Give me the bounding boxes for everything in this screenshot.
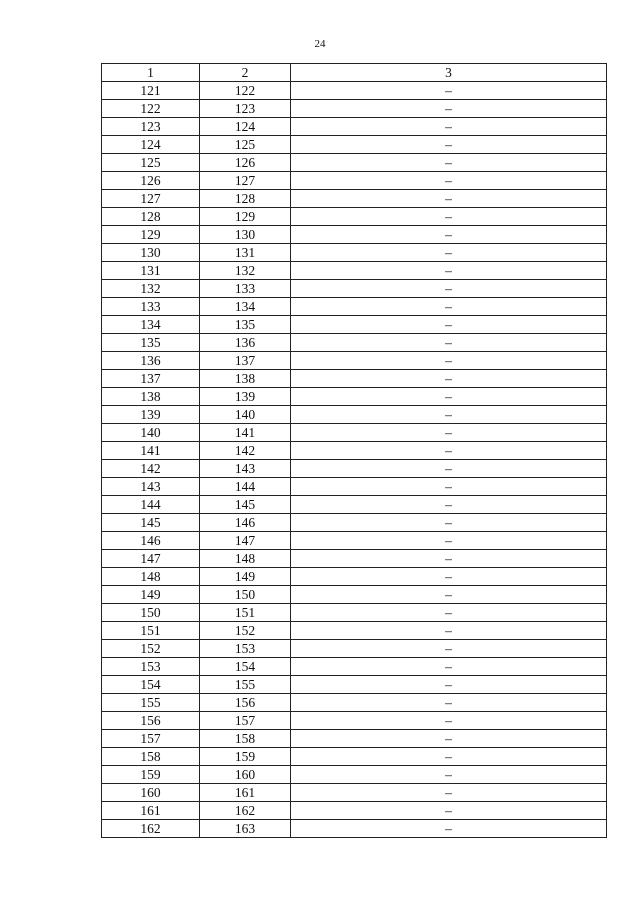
table-cell-col-2: 149 — [200, 568, 291, 586]
table-cell-col-1: 146 — [102, 532, 200, 550]
table-cell-col-2: 128 — [200, 190, 291, 208]
table-cell-col-2: 130 — [200, 226, 291, 244]
table-cell-col-1: 123 — [102, 118, 200, 136]
table-cell-col-3: – — [291, 334, 607, 352]
table-cell-col-2: 144 — [200, 478, 291, 496]
table-cell-col-1: 135 — [102, 334, 200, 352]
table-cell-col-2: 125 — [200, 136, 291, 154]
table-cell-col-1: 162 — [102, 820, 200, 838]
table-row — [102, 820, 607, 838]
table-cell-col-3: – — [291, 244, 607, 262]
table-cell-col-1: 153 — [102, 658, 200, 676]
table-cell-col-2: 148 — [200, 550, 291, 568]
table-cell-col-2: 127 — [200, 172, 291, 190]
table-cell-col-1: 127 — [102, 190, 200, 208]
table-row — [102, 298, 607, 316]
table-cell-col-3: – — [291, 820, 607, 838]
table-row — [102, 640, 607, 658]
table-cell-col-2: 142 — [200, 442, 291, 460]
table-cell-col-2: 153 — [200, 640, 291, 658]
table-body — [102, 82, 607, 838]
table-cell-col-2: 150 — [200, 586, 291, 604]
table-cell-col-2: 154 — [200, 658, 291, 676]
table-cell-col-1: 141 — [102, 442, 200, 460]
table-cell-col-3: – — [291, 568, 607, 586]
table-cell-col-3: – — [291, 496, 607, 514]
table-cell-col-3: – — [291, 766, 607, 784]
table-cell-col-3: – — [291, 478, 607, 496]
table-cell-col-3: – — [291, 352, 607, 370]
table-row — [102, 478, 607, 496]
table-cell-col-2: 145 — [200, 496, 291, 514]
table-cell-col-3: – — [291, 658, 607, 676]
table-cell-col-3: – — [291, 694, 607, 712]
table-cell-col-2: 160 — [200, 766, 291, 784]
table-cell-col-1: 124 — [102, 136, 200, 154]
table-row — [102, 136, 607, 154]
table-row — [102, 370, 607, 388]
column-header-2: 2 — [200, 64, 291, 82]
table-cell-col-2: 139 — [200, 388, 291, 406]
table-cell-col-1: 161 — [102, 802, 200, 820]
table-cell-col-1: 151 — [102, 622, 200, 640]
table-row — [102, 748, 607, 766]
table-cell-col-1: 145 — [102, 514, 200, 532]
table-cell-col-3: – — [291, 100, 607, 118]
table-cell-col-3: – — [291, 748, 607, 766]
table-cell-col-3: – — [291, 730, 607, 748]
table-row — [102, 550, 607, 568]
table-cell-col-2: 138 — [200, 370, 291, 388]
table-cell-col-3: – — [291, 424, 607, 442]
table-cell-col-3: – — [291, 622, 607, 640]
table-cell-col-2: 134 — [200, 298, 291, 316]
table-cell-col-2: 161 — [200, 784, 291, 802]
table-cell-col-3: – — [291, 514, 607, 532]
table-row — [102, 496, 607, 514]
table-cell-col-1: 150 — [102, 604, 200, 622]
table-row — [102, 118, 607, 136]
table-cell-col-1: 121 — [102, 82, 200, 100]
table-cell-col-3: – — [291, 226, 607, 244]
table-cell-col-1: 130 — [102, 244, 200, 262]
column-header-3: 3 — [291, 64, 607, 82]
table-row — [102, 280, 607, 298]
table-cell-col-3: – — [291, 316, 607, 334]
table-row — [102, 460, 607, 478]
table-row — [102, 244, 607, 262]
table-row — [102, 694, 607, 712]
table-row — [102, 658, 607, 676]
table-row — [102, 316, 607, 334]
table-row — [102, 154, 607, 172]
table-cell-col-2: 151 — [200, 604, 291, 622]
table-row — [102, 262, 607, 280]
table-cell-col-2: 132 — [200, 262, 291, 280]
table-cell-col-3: – — [291, 460, 607, 478]
table-cell-col-3: – — [291, 262, 607, 280]
table-row — [102, 334, 607, 352]
table-cell-col-1: 157 — [102, 730, 200, 748]
column-header-1: 1 — [102, 64, 200, 82]
table-row — [102, 172, 607, 190]
table-cell-col-1: 160 — [102, 784, 200, 802]
table-cell-col-3: – — [291, 550, 607, 568]
table-cell-col-3: – — [291, 532, 607, 550]
table-cell-col-1: 132 — [102, 280, 200, 298]
table-cell-col-2: 162 — [200, 802, 291, 820]
header-row — [102, 64, 607, 82]
table-cell-col-2: 159 — [200, 748, 291, 766]
table-cell-col-3: – — [291, 82, 607, 100]
table-cell-col-2: 122 — [200, 82, 291, 100]
table-cell-col-1: 131 — [102, 262, 200, 280]
table-cell-col-1: 126 — [102, 172, 200, 190]
table-cell-col-3: – — [291, 154, 607, 172]
table-cell-col-3: – — [291, 712, 607, 730]
table-cell-col-1: 128 — [102, 208, 200, 226]
table-cell-col-3: – — [291, 640, 607, 658]
table-cell-col-1: 140 — [102, 424, 200, 442]
table-cell-col-2: 126 — [200, 154, 291, 172]
table-cell-col-1: 122 — [102, 100, 200, 118]
table-row — [102, 586, 607, 604]
table-cell-col-2: 131 — [200, 244, 291, 262]
table-cell-col-3: – — [291, 784, 607, 802]
table-cell-col-1: 159 — [102, 766, 200, 784]
table-cell-col-1: 134 — [102, 316, 200, 334]
table-cell-col-2: 152 — [200, 622, 291, 640]
table-cell-col-1: 137 — [102, 370, 200, 388]
table-cell-col-2: 146 — [200, 514, 291, 532]
table-cell-col-2: 156 — [200, 694, 291, 712]
table-cell-col-3: – — [291, 118, 607, 136]
table-row — [102, 100, 607, 118]
table-cell-col-2: 133 — [200, 280, 291, 298]
table-cell-col-1: 133 — [102, 298, 200, 316]
table-row — [102, 730, 607, 748]
table-cell-col-1: 152 — [102, 640, 200, 658]
table-cell-col-3: – — [291, 802, 607, 820]
table-cell-col-2: 158 — [200, 730, 291, 748]
table-cell-col-2: 155 — [200, 676, 291, 694]
table-cell-col-1: 142 — [102, 460, 200, 478]
table-row — [102, 226, 607, 244]
table-row — [102, 802, 607, 820]
table-row — [102, 766, 607, 784]
table-cell-col-3: – — [291, 676, 607, 694]
table-cell-col-1: 138 — [102, 388, 200, 406]
table-row — [102, 676, 607, 694]
table-cell-col-1: 155 — [102, 694, 200, 712]
table-cell-col-2: 147 — [200, 532, 291, 550]
table-row — [102, 190, 607, 208]
table-cell-col-3: – — [291, 406, 607, 424]
table-row — [102, 352, 607, 370]
table-cell-col-3: – — [291, 280, 607, 298]
table-cell-col-1: 154 — [102, 676, 200, 694]
table-cell-col-2: 157 — [200, 712, 291, 730]
table-cell-col-1: 139 — [102, 406, 200, 424]
table-cell-col-3: – — [291, 208, 607, 226]
table-row — [102, 712, 607, 730]
table-cell-col-3: – — [291, 604, 607, 622]
table-row — [102, 442, 607, 460]
table-cell-col-3: – — [291, 586, 607, 604]
table-row — [102, 604, 607, 622]
table-cell-col-1: 156 — [102, 712, 200, 730]
table-cell-col-2: 137 — [200, 352, 291, 370]
table-row — [102, 514, 607, 532]
table-row — [102, 388, 607, 406]
table-cell-col-1: 143 — [102, 478, 200, 496]
table-cell-col-1: 158 — [102, 748, 200, 766]
table-cell-col-2: 136 — [200, 334, 291, 352]
table-cell-col-1: 129 — [102, 226, 200, 244]
table-cell-col-2: 143 — [200, 460, 291, 478]
table-cell-col-1: 147 — [102, 550, 200, 568]
table-cell-col-2: 124 — [200, 118, 291, 136]
table-cell-col-1: 144 — [102, 496, 200, 514]
page-number: 24 — [314, 38, 326, 50]
table-row — [102, 784, 607, 802]
table-cell-col-3: – — [291, 442, 607, 460]
table-cell-col-1: 136 — [102, 352, 200, 370]
table-row — [102, 532, 607, 550]
table-cell-col-2: 135 — [200, 316, 291, 334]
table-cell-col-1: 148 — [102, 568, 200, 586]
table-row — [102, 622, 607, 640]
table-row — [102, 406, 607, 424]
table-cell-col-2: 129 — [200, 208, 291, 226]
table-cell-col-3: – — [291, 370, 607, 388]
table-cell-col-1: 149 — [102, 586, 200, 604]
table-cell-col-3: – — [291, 172, 607, 190]
table-cell-col-3: – — [291, 190, 607, 208]
table-row — [102, 568, 607, 586]
table-row — [102, 424, 607, 442]
table-cell-col-3: – — [291, 388, 607, 406]
table-cell-col-2: 140 — [200, 406, 291, 424]
table-cell-col-3: – — [291, 298, 607, 316]
table-cell-col-2: 141 — [200, 424, 291, 442]
table-cell-col-3: – — [291, 136, 607, 154]
table-row — [102, 82, 607, 100]
data-table — [101, 63, 607, 838]
table-row — [102, 208, 607, 226]
table-cell-col-1: 125 — [102, 154, 200, 172]
table-cell-col-2: 123 — [200, 100, 291, 118]
table-cell-col-2: 163 — [200, 820, 291, 838]
